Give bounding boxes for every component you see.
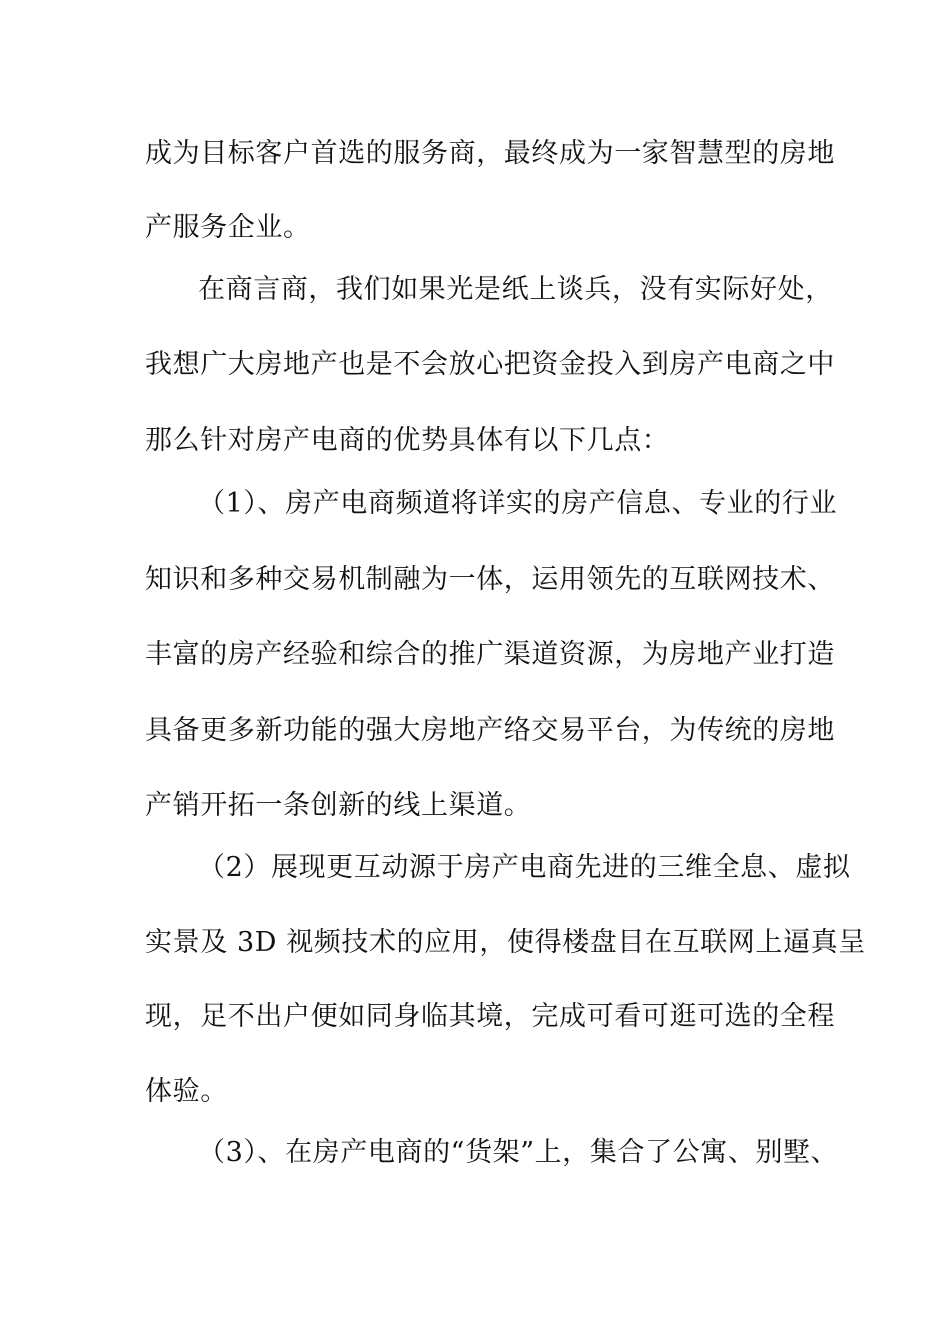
text-line-2: 产服务企业。 [145, 212, 311, 243]
paragraph-start-line: 在商言商，我们如果光是纸上谈兵，没有实际好处， [198, 274, 833, 305]
text-line-5: 那么针对房产电商的优势具体有以下几点： [145, 425, 670, 456]
list-item-1-line-1: （1）、房产电商频道将详实的房产信息、专业的行业 [198, 488, 838, 519]
list-item-1-line-2: 知识和多种交易机制融为一体，运用领先的互联网技术、 [145, 564, 835, 595]
text-line-4: 我想广大房地产也是不会放心把资金投入到房产电商之中 [145, 349, 835, 380]
list-item-2-line-1: （2）展现更互动源于房产电商先进的三维全息、虚拟 [198, 852, 851, 883]
list-item-2-line-4: 体验。 [145, 1076, 228, 1107]
text-line-1: 成为目标客户首选的服务商，最终成为一家智慧型的房地 [145, 138, 835, 169]
list-item-1-line-4: 具备更多新功能的强大房地产络交易平台，为传统的房地 [145, 715, 835, 746]
list-item-1-line-5: 产销开拓一条创新的线上渠道。 [145, 790, 532, 821]
list-item-2-line-2: 实景及 3D 视频技术的应用，使得楼盘目在互联网上逼真呈 [145, 927, 866, 958]
list-item-1-line-3: 丰富的房产经验和综合的推广渠道资源，为房地产业打造 [145, 639, 835, 670]
list-item-2-line-3: 现，足不出户便如同身临其境，完成可看可逛可选的全程 [145, 1001, 835, 1032]
list-item-3-line-1: （3）、在房产电商的“货架”上，集合了公寓、别墅、 [198, 1137, 839, 1168]
